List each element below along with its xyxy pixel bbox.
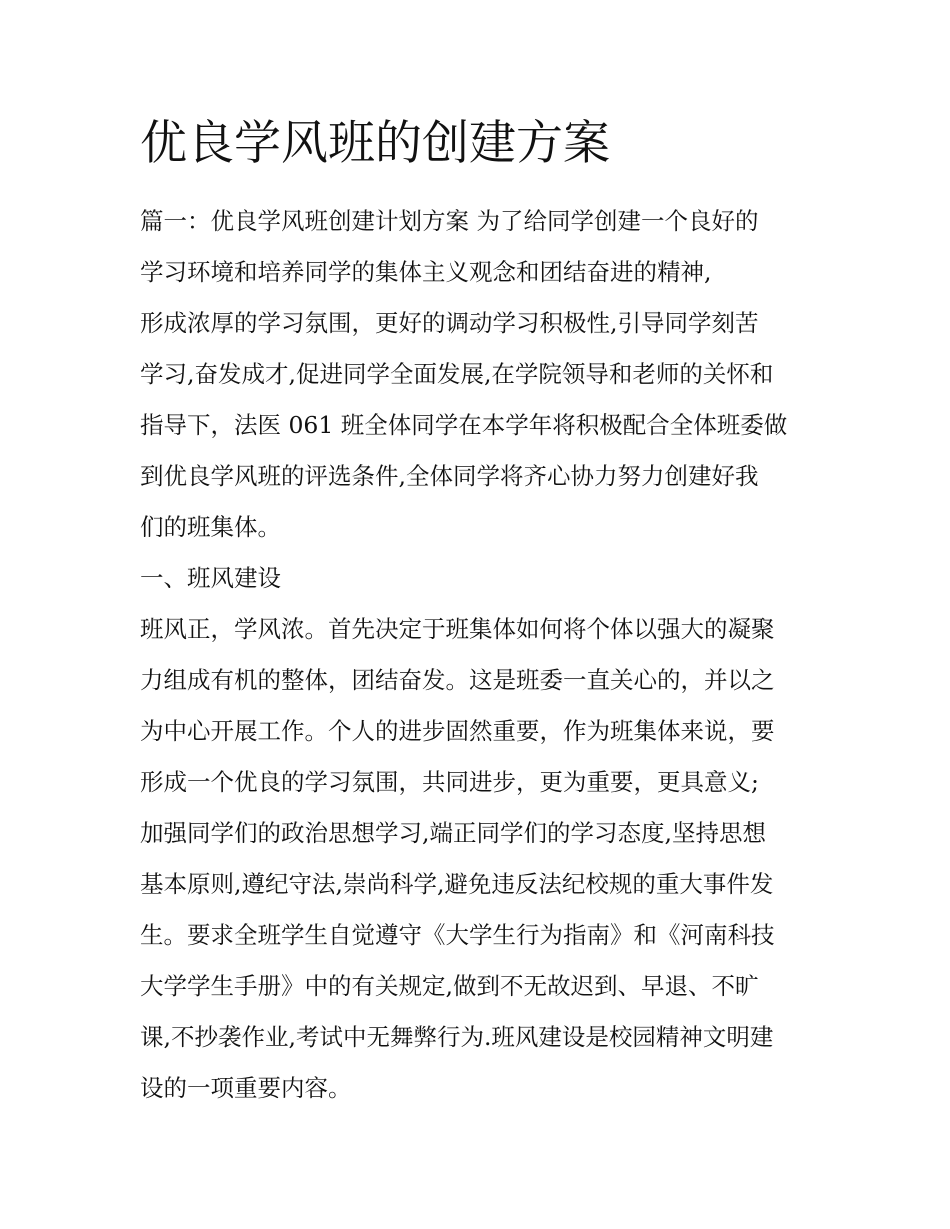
document-title: 优良学风班的创建方案: [140, 116, 610, 171]
section-heading: 一、班风建设: [140, 564, 281, 592]
body-line-3: 形成浓厚的学习氛围，更好的调动学习积极性,引导同学刻苦: [140, 309, 759, 337]
body-line-16: 大学学生手册》中的有关规定,做到不无故迟到、早退、不旷: [140, 972, 759, 1000]
body-line-9: 班风正，学风浓。首先决定于班集体如何将个体以强大的凝聚: [140, 615, 775, 643]
body-line-15: 生。要求全班学生自觉遵守《大学生行为指南》和《河南科技: [140, 921, 775, 949]
body-line-1: 篇一：优良学风班创建计划方案 为了给同学创建一个良好的: [140, 207, 759, 235]
body-line-18: 设的一项重要内容。: [140, 1074, 352, 1102]
body-line-5: 指导下，法医 061 班全体同学在本学年将积极配合全体班委做: [140, 411, 788, 439]
body-line-7: 们的班集体。: [140, 513, 281, 541]
body-line-17: 课,不抄袭作业,考试中无舞弊行为.班风建设是校园精神文明建: [140, 1023, 774, 1051]
body-line-12: 形成一个优良的学习氛围，共同进步，更为重要，更具意义;: [140, 768, 759, 796]
body-line-13: 加强同学们的政治思想学习,端正同学们的学习态度,坚持思想: [140, 819, 766, 847]
body-line-11: 为中心开展工作。个人的进步固然重要，作为班集体来说，要: [140, 717, 775, 745]
body-line-10: 力组成有机的整体，团结奋发。这是班委一直关心的，并以之: [140, 666, 775, 694]
body-line-14: 基本原则,遵纪守法,崇尚科学,避免违反法纪校规的重大事件发: [140, 870, 774, 898]
body-line-6: 到优良学风班的评选条件,全体同学将齐心协力努力创建好我: [140, 462, 759, 490]
body-line-4: 学习,奋发成才,促进同学全面发展,在学院领导和老师的关怀和: [140, 360, 774, 388]
body-line-2: 学习环境和培养同学的集体主义观念和团结奋进的精神,: [140, 258, 712, 286]
